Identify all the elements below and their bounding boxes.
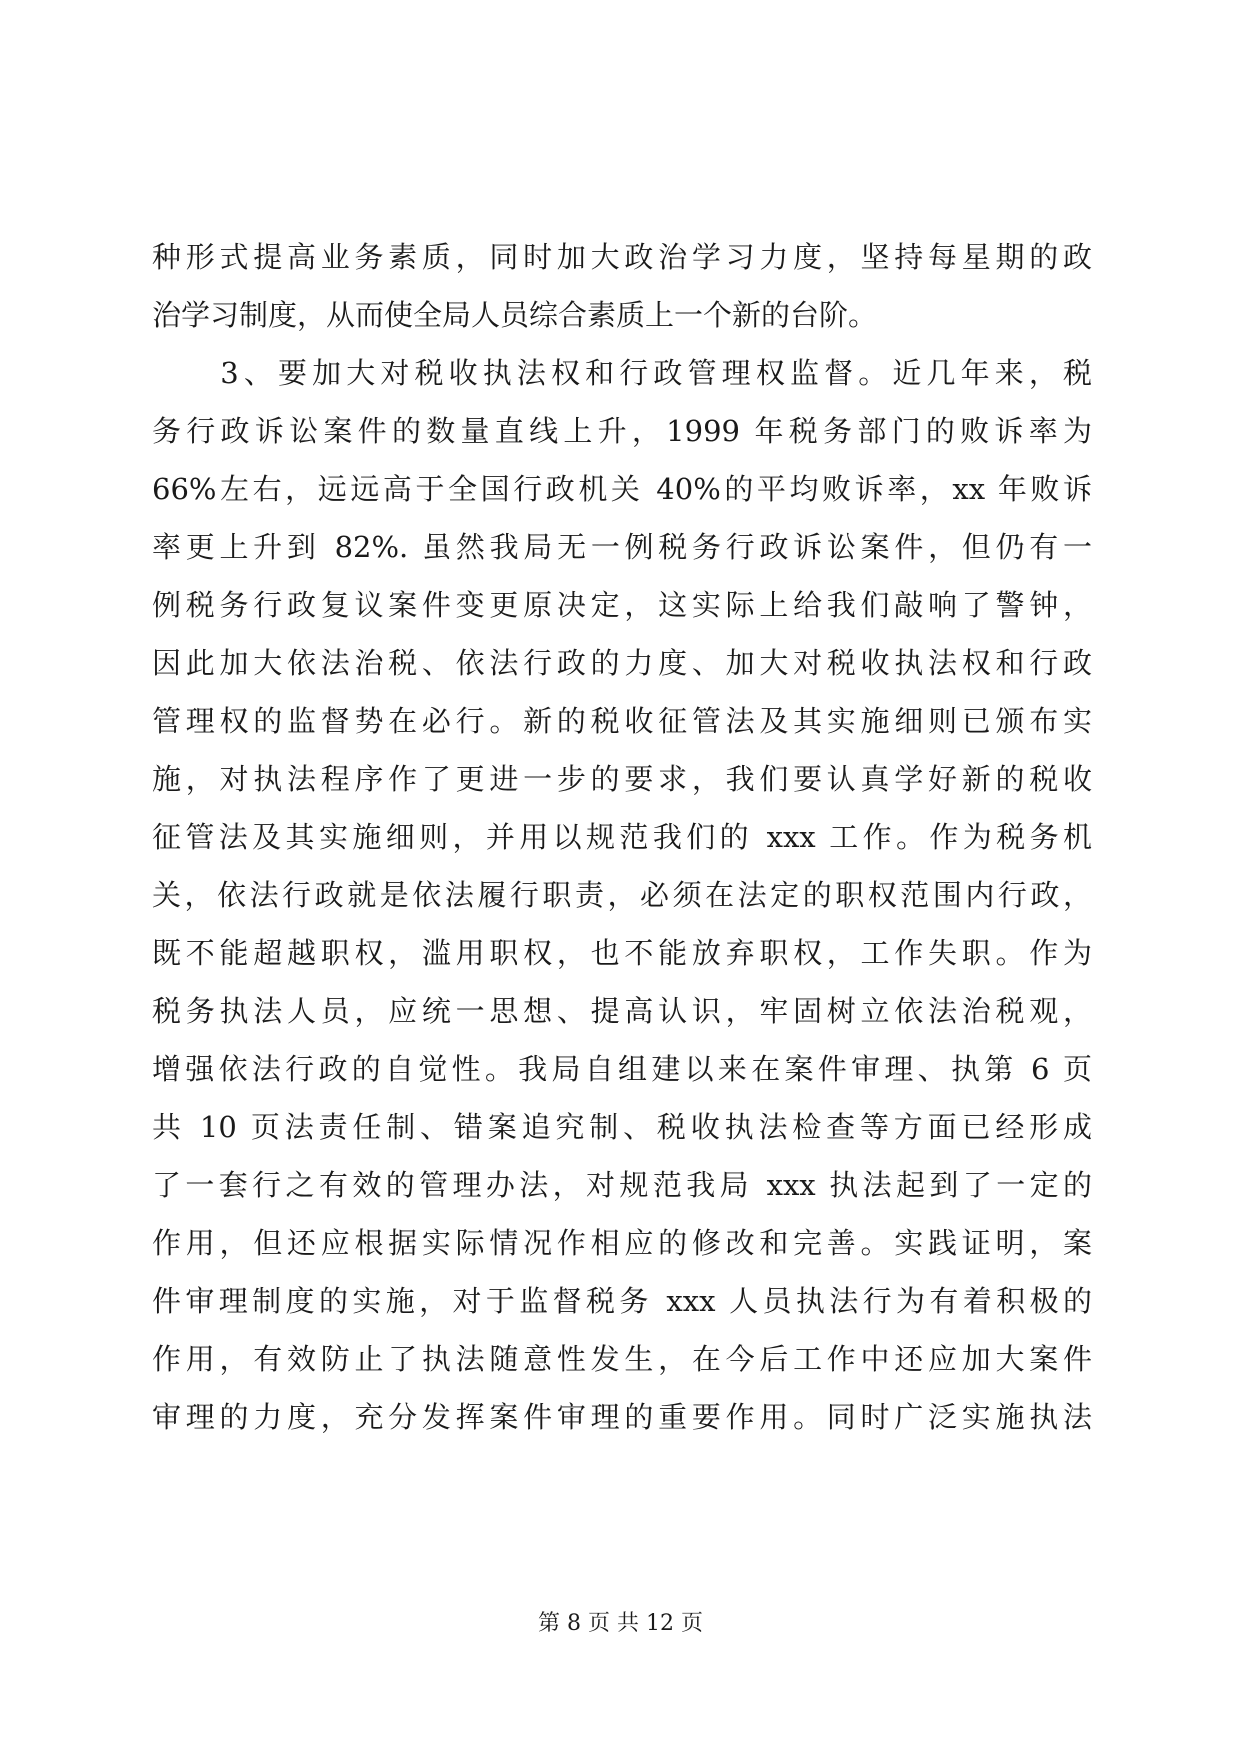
text-line: 例税务行政复议案件变更原决定，这实际上给我们敲响了警钟， [152, 588, 1092, 622]
text-line: 税务执法人员，应统一思想、提高认识，牢固树立依法治税观， [152, 994, 1092, 1028]
text-line: 务行政诉讼案件的数量直线上升，1999 年税务部门的败诉率为 [152, 414, 1092, 448]
text-line: 施，对执法程序作了更进一步的要求，我们要认真学好新的税收 [152, 762, 1092, 796]
text-line: 关，依法行政就是依法履行职责，必须在法定的职权范围内行政， [152, 878, 1092, 912]
text-line: 审理的力度，充分发挥案件审理的重要作用。同时广泛实施执法 [152, 1400, 1092, 1434]
text-line: 管理权的监督势在必行。新的税收征管法及其实施细则已颁布实 [152, 704, 1092, 738]
text-line: 既不能超越职权，滥用职权，也不能放弃职权，工作失职。作为 [152, 936, 1092, 970]
text-line: 率更上升到 82%. 虽然我局无一例税务行政诉讼案件，但仍有一 [152, 530, 1092, 564]
text-line: 治学习制度，从而使全局人员综合素质上一个新的台阶。 [152, 298, 878, 332]
body-text [152, 228, 1092, 1446]
text-line: 共 10 页法责任制、错案追究制、税收执法检查等方面已经形成 [152, 1110, 1092, 1144]
text-line: 因此加大依法治税、依法行政的力度、加大对税收执法权和行政 [152, 646, 1092, 680]
page-number-footer: 第 8 页 共 12 页 [538, 1611, 703, 1636]
text-line: 3、要加大对税收执法权和行政管理权监督。近几年来，税 [152, 356, 1092, 390]
text-line: 作用，有效防止了执法随意性发生，在今后工作中还应加大案件 [152, 1342, 1092, 1376]
text-line: 了一套行之有效的管理办法，对规范我局 xxx 执法起到了一定的 [152, 1168, 1092, 1202]
text-line: 作用，但还应根据实际情况作相应的修改和完善。实践证明，案 [152, 1226, 1092, 1260]
text-line: 66%左右，远远高于全国行政机关 40%的平均败诉率，xx 年败诉 [152, 472, 1092, 506]
text-line: 征管法及其实施细则，并用以规范我们的 xxx 工作。作为税务机 [152, 820, 1092, 854]
text-line: 件审理制度的实施，对于监督税务 xxx 人员执法行为有着积极的 [152, 1284, 1092, 1318]
text-line: 种形式提高业务素质，同时加大政治学习力度，坚持每星期的政 [152, 240, 1092, 274]
text-line: 增强依法行政的自觉性。我局自组建以来在案件审理、执第 6 页 [152, 1052, 1092, 1086]
